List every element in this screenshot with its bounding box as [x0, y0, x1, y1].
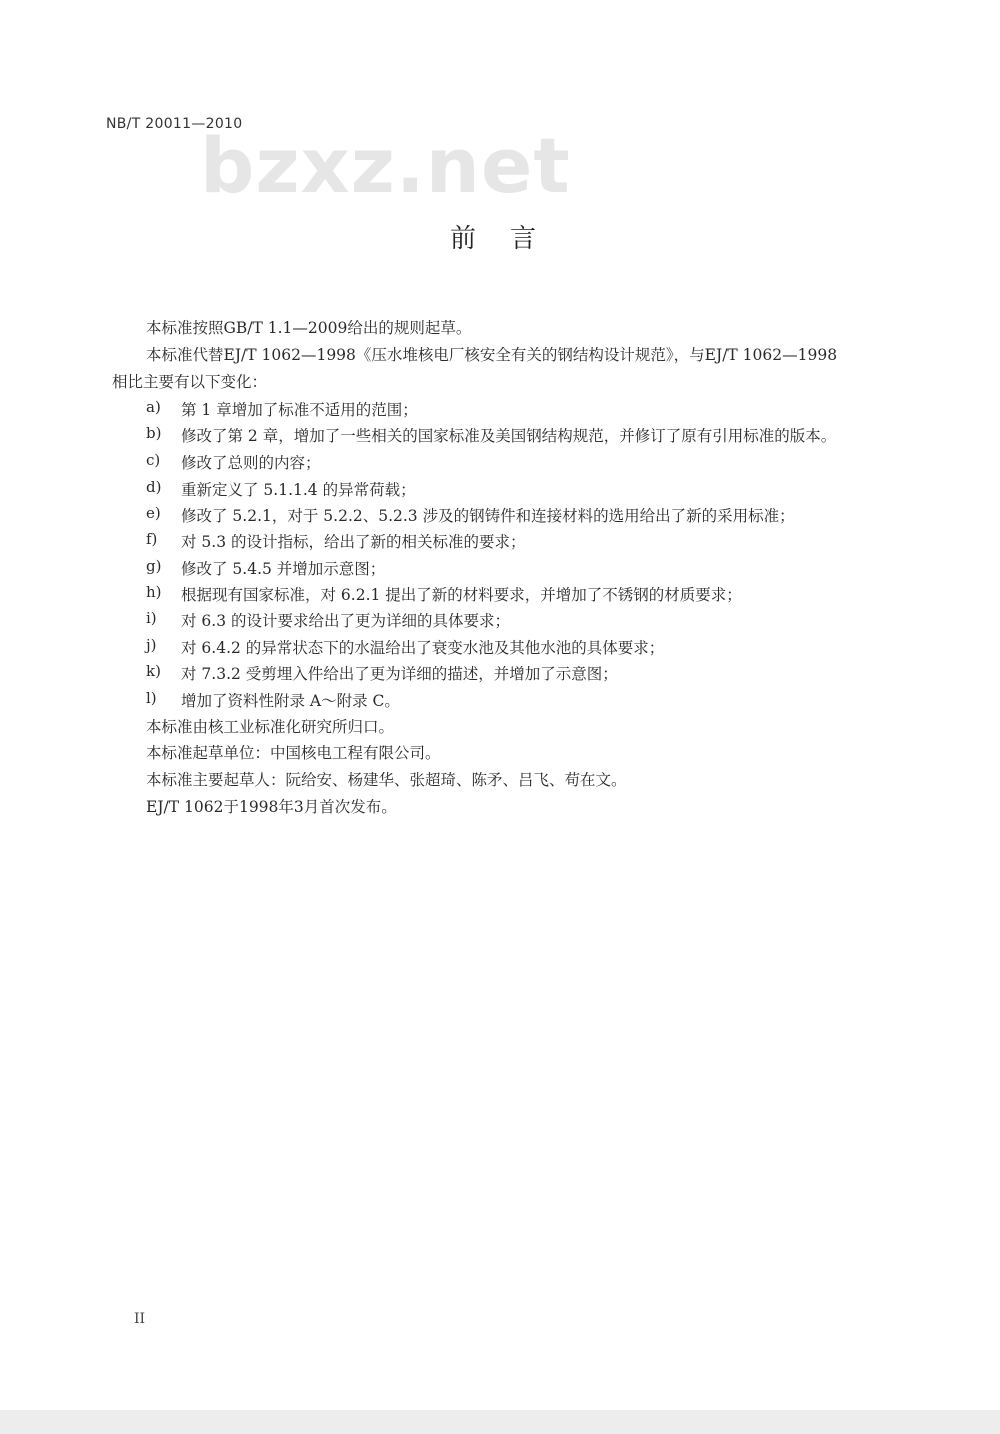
list-item-label: a): [146, 398, 161, 416]
paragraph-drafting-rules: 本标准按照GB/T 1.1—2009给出的规则起草。: [146, 319, 472, 337]
list-item-text: 修改了 5.2.1，对于 5.2.2、5.2.3 涉及的钢铸件和连接材料的选用给出了新的采用标准；: [181, 507, 795, 525]
document-code: NB/T 20011—2010: [106, 116, 243, 132]
list-item-label: f): [146, 530, 158, 548]
list-item-label: d): [146, 478, 162, 496]
list-item-label: h): [146, 583, 162, 601]
list-item-text: 增加了资料性附录 A～附录 C。: [181, 692, 400, 710]
list-item-text: 重新定义了 5.1.1.4 的异常荷载；: [181, 481, 416, 499]
list-item-label: k): [146, 662, 161, 680]
paragraph-attribution: 本标准由核工业标准化研究所归口。: [146, 718, 395, 736]
page-title: 前言: [449, 224, 570, 254]
list-item-label: c): [146, 451, 161, 469]
list-item-text: 修改了第 2 章，增加了一些相关的国家标准及美国钢结构规范，并修订了原有引用标准的版本。: [181, 427, 837, 445]
paragraph-first-publication: EJ/T 1062于1998年3月首次发布。: [146, 798, 397, 816]
list-item-label: l): [146, 689, 157, 707]
list-item-text: 对 7.3.2 受剪埋入件给出了更为详细的描述，并增加了示意图；: [181, 665, 618, 683]
paragraph-replacement-cont: 相比主要有以下变化：: [112, 373, 268, 391]
list-item-text: 第 1 章增加了标准不适用的范围；: [181, 401, 418, 419]
list-item-text: 对 6.4.2 的异常状态下的水温给出了衰变水池及其他水池的具体要求；: [181, 639, 665, 657]
list-item-label: g): [146, 557, 162, 575]
list-item-text: 根据现有国家标准，对 6.2.1 提出了新的材料要求，并增加了不锈钢的材质要求；: [181, 586, 742, 604]
viewer-bottom-bar: [0, 1410, 1000, 1434]
page-number: II: [134, 1311, 146, 1327]
watermark: bzxz.net: [200, 121, 571, 210]
paragraph-drafters: 本标准主要起草人：阮给安、杨建华、张超琦、陈矛、吕飞、苟在文。: [146, 771, 627, 789]
list-item-label: i): [146, 609, 157, 627]
list-item-text: 对 6.3 的设计要求给出了更为详细的具体要求；: [181, 612, 511, 630]
list-item-label: b): [146, 424, 162, 442]
paragraph-replacement: 本标准代替EJ/T 1062—1998《压水堆核电厂核安全有关的钢结构设计规范》，与EJ/T 1062—1998: [146, 346, 838, 364]
paragraph-drafting-unit: 本标准起草单位：中国核电工程有限公司。: [146, 744, 441, 762]
list-item-label: e): [146, 504, 161, 522]
list-item-text: 修改了总则的内容；: [181, 454, 321, 472]
list-item-text: 修改了 5.4.5 并增加示意图；: [181, 560, 386, 578]
list-item-label: j): [146, 636, 157, 654]
list-item-text: 对 5.3 的设计指标，给出了新的相关标准的要求；: [181, 533, 526, 551]
